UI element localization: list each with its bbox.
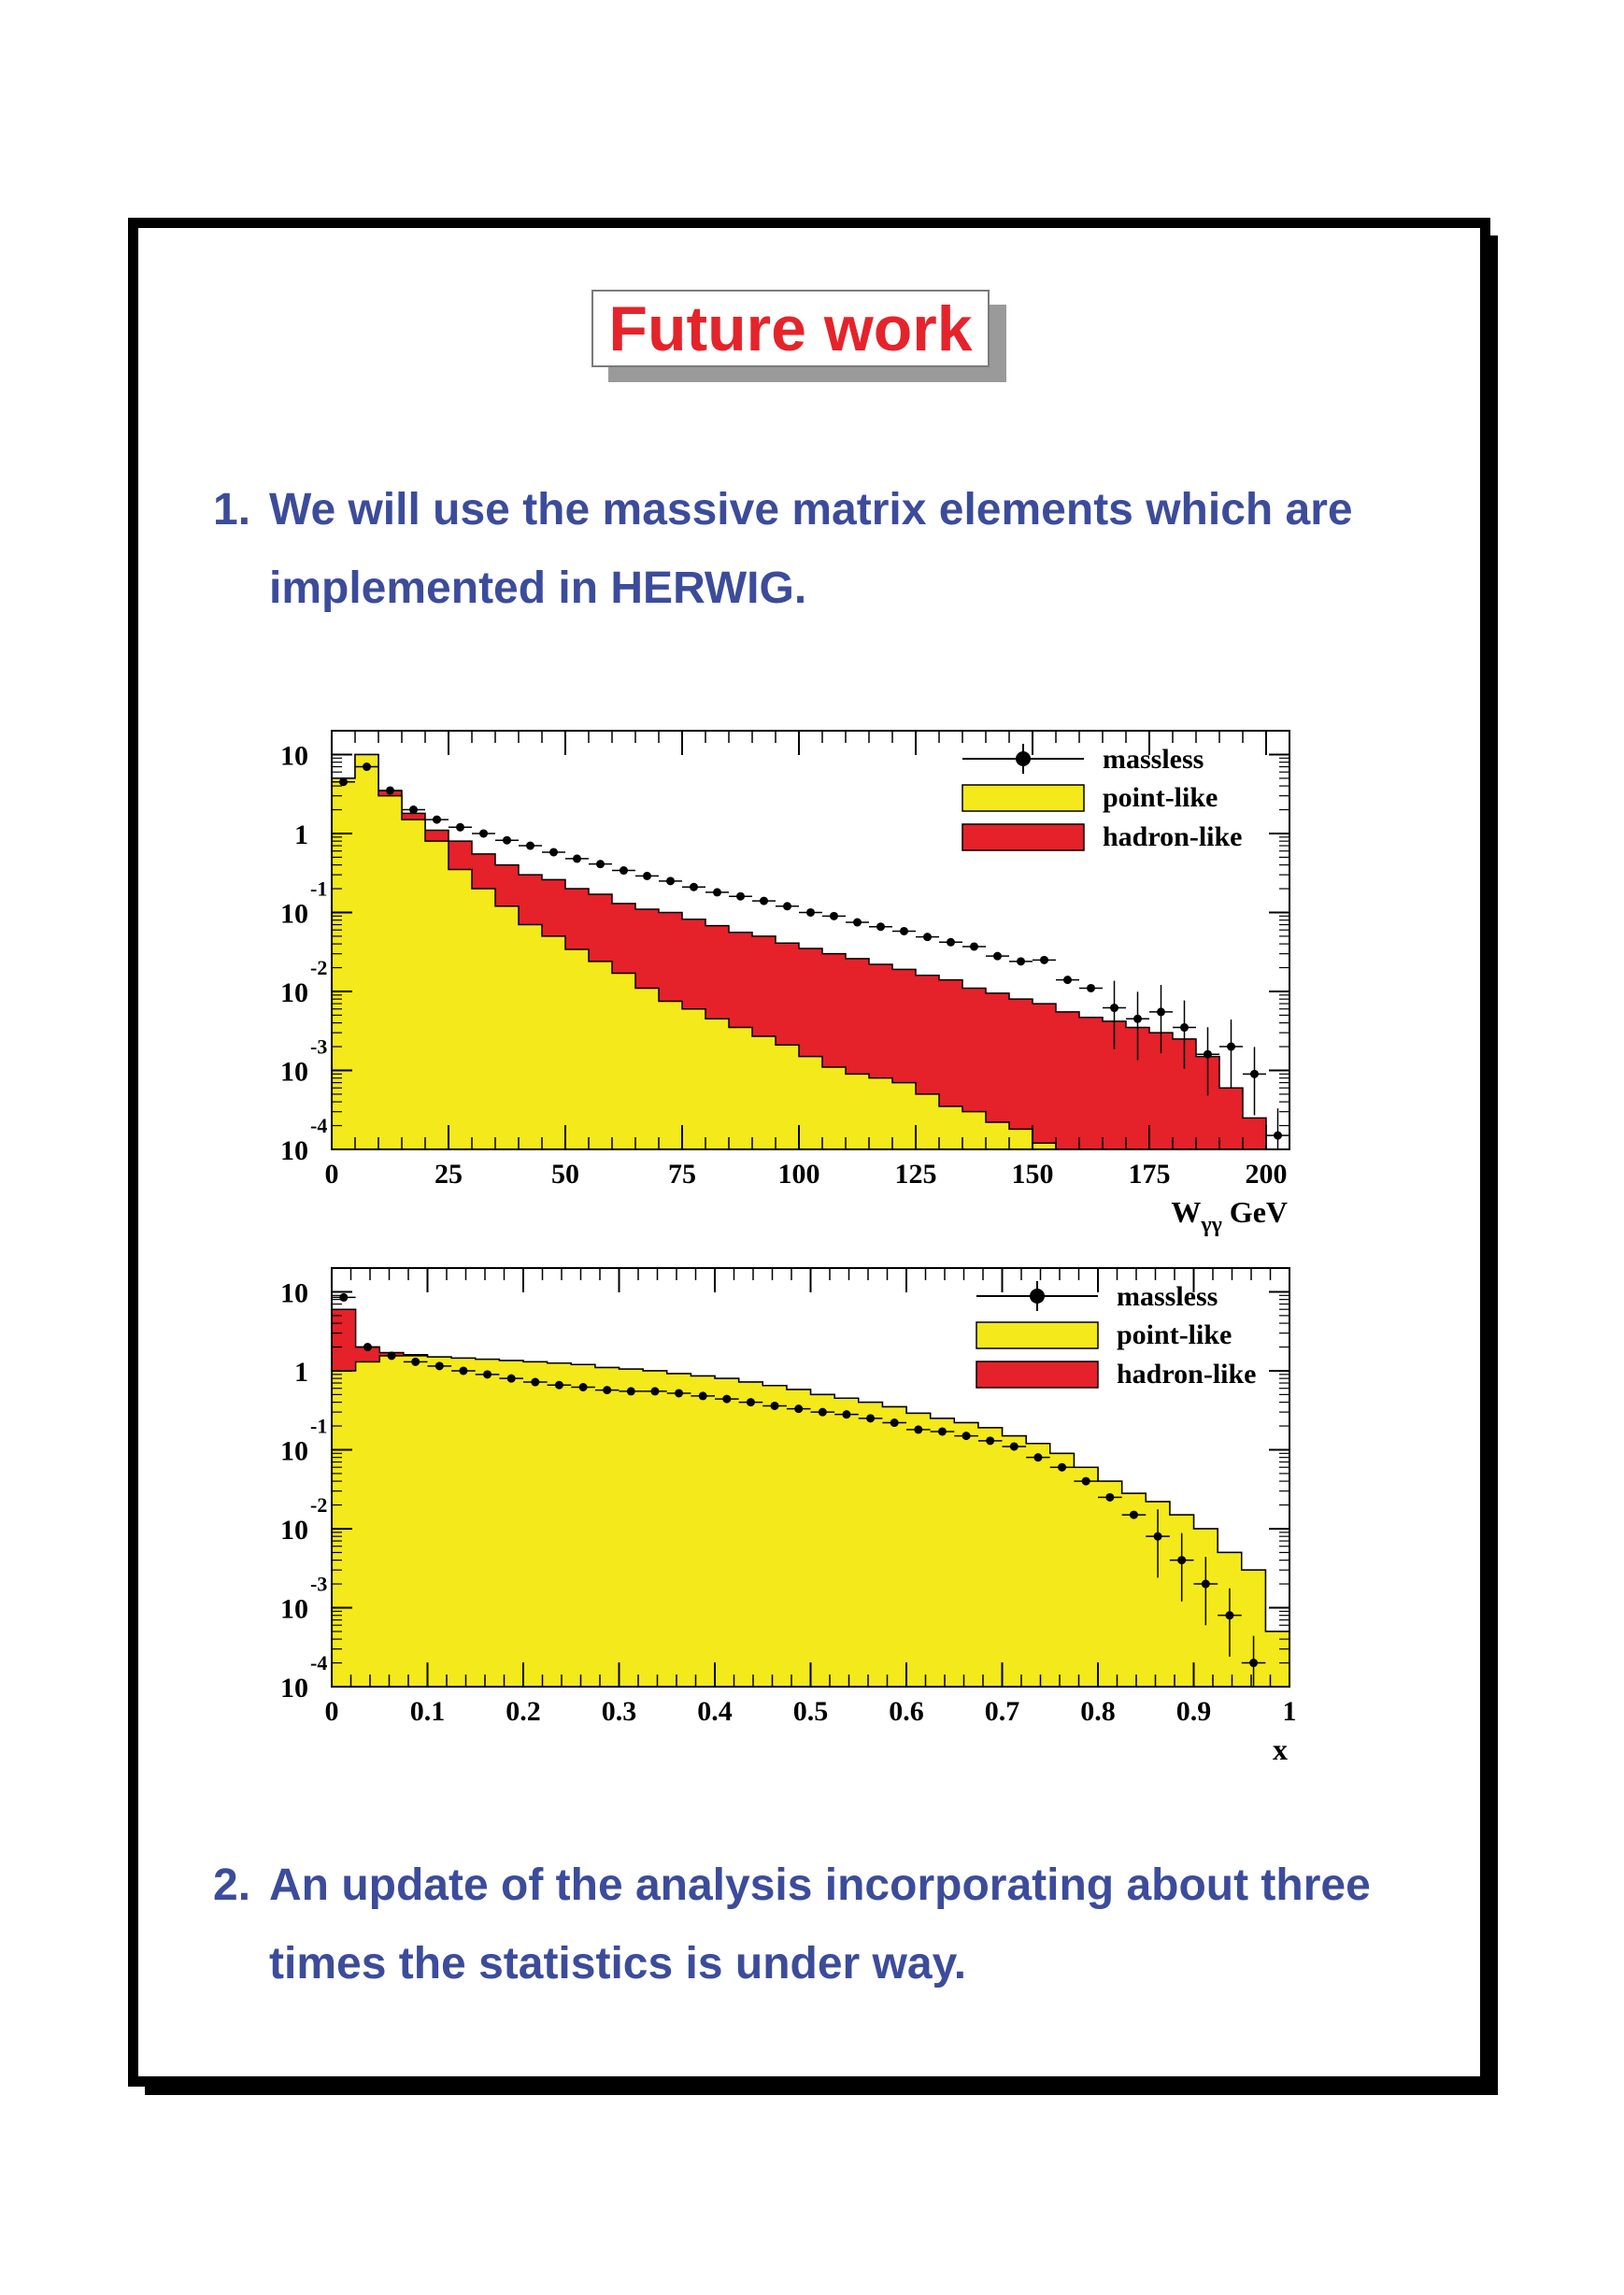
massless-point — [483, 1370, 491, 1378]
chart-w-gamma-gamma — [252, 720, 1318, 1243]
x-tick-label: 150 — [1011, 1159, 1054, 1190]
massless-point — [386, 786, 394, 794]
massless-point — [620, 866, 628, 875]
x-tick-label: 0.9 — [1175, 1696, 1212, 1727]
massless-point — [650, 1387, 659, 1395]
massless-point — [947, 938, 955, 947]
massless-point — [579, 1383, 588, 1391]
massless-point — [1130, 1511, 1138, 1519]
massless-point — [526, 842, 534, 850]
massless-point — [388, 1351, 396, 1360]
x-tick-label: 0.8 — [1080, 1696, 1116, 1727]
item-line-1: An update of the analysis incorporating about three — [269, 1860, 1371, 1910]
chart-x — [252, 1257, 1318, 1771]
x-tick-label: 125 — [894, 1159, 937, 1190]
massless-point — [1017, 957, 1025, 965]
massless-point — [914, 1425, 922, 1433]
massless-point — [666, 877, 675, 885]
massless-point — [853, 919, 862, 927]
legend-label: massless — [1103, 744, 1204, 775]
massless-point — [507, 1375, 516, 1383]
y-tick-label: 10 — [280, 1593, 308, 1625]
y-tick-exponent: -4 — [310, 1651, 328, 1675]
x-tick-label: 75 — [668, 1159, 696, 1190]
title-panel — [591, 290, 990, 367]
massless-point — [962, 1432, 971, 1440]
massless-point — [1033, 1453, 1042, 1461]
legend-label: point-like — [1103, 782, 1218, 813]
massless-point — [549, 848, 558, 856]
massless-point — [1087, 984, 1095, 992]
y-tick-exponent: -4 — [310, 1114, 328, 1137]
legend-label: hadron-like — [1117, 1359, 1257, 1390]
massless-point — [938, 1427, 947, 1435]
item-number: 1. — [213, 485, 251, 535]
legend-hadron-like-swatch — [976, 1361, 1098, 1388]
massless-point — [433, 816, 441, 824]
y-tick-label: 10 — [280, 976, 308, 1008]
legend-label: hadron-like — [1103, 821, 1243, 852]
massless-point — [890, 1418, 899, 1427]
massless-point — [1180, 1023, 1189, 1032]
title-box — [591, 290, 990, 367]
massless-point — [1157, 1007, 1165, 1016]
massless-point — [1082, 1477, 1090, 1486]
massless-point — [722, 1395, 731, 1404]
massless-point — [675, 1389, 683, 1397]
massless-point — [794, 1404, 803, 1413]
legend-label: massless — [1117, 1281, 1218, 1312]
massless-point — [479, 829, 488, 837]
legend — [976, 1281, 1257, 1390]
legend-point-like-swatch — [962, 785, 1084, 811]
massless-point — [970, 942, 978, 950]
histogram-bins — [332, 754, 1289, 1149]
x-tick-label: 0 — [324, 1696, 339, 1727]
x-tick-label: 0.5 — [792, 1696, 829, 1727]
item-line-2: implemented in HERWIG. — [269, 563, 807, 613]
massless-point — [1227, 1043, 1235, 1051]
x-tick-label: 1 — [1282, 1696, 1297, 1727]
legend-point-like-swatch — [976, 1322, 1098, 1348]
massless-point — [1274, 1132, 1282, 1140]
x-axis-label: x — [1273, 1732, 1288, 1766]
massless-point — [866, 1414, 875, 1422]
massless-point — [1058, 1463, 1066, 1472]
massless-point — [1249, 1659, 1258, 1667]
massless-point — [409, 805, 418, 814]
x-tick-label: 0.3 — [601, 1696, 637, 1727]
massless-point — [699, 1391, 707, 1400]
massless-point — [842, 1410, 850, 1418]
massless-point — [435, 1361, 444, 1370]
y-tick-exponent: -2 — [310, 955, 328, 979]
massless-point — [830, 912, 838, 920]
massless-point — [339, 1293, 348, 1302]
x-tick-label: 50 — [551, 1159, 579, 1190]
massless-point — [363, 1343, 372, 1351]
y-tick-exponent: -2 — [310, 1492, 328, 1517]
point-like-histogram — [332, 1356, 1289, 1687]
y-tick-label: 10 — [280, 1435, 308, 1467]
massless-point — [531, 1378, 539, 1387]
massless-point — [1063, 976, 1072, 984]
massless-point — [1040, 956, 1048, 964]
massless-point — [643, 872, 651, 880]
massless-point — [1177, 1556, 1186, 1564]
x-tick-label: 0.2 — [506, 1696, 541, 1727]
massless-point — [900, 927, 908, 935]
legend-hadron-like-swatch — [962, 824, 1084, 850]
y-tick-label: 10 — [280, 1514, 308, 1546]
y-tick-label: 10 — [280, 1277, 308, 1309]
massless-point — [1204, 1050, 1212, 1059]
massless-point — [986, 1436, 994, 1445]
massless-point — [993, 952, 1002, 961]
x-tick-label: 100 — [777, 1159, 820, 1190]
item-line-2: times the statistics is under way. — [269, 1939, 967, 1989]
legend-label: point-like — [1117, 1319, 1232, 1350]
x-tick-label: 175 — [1128, 1159, 1171, 1190]
massless-point — [1110, 1004, 1118, 1012]
massless-point — [1133, 1015, 1142, 1023]
massless-point — [411, 1358, 420, 1366]
massless-point — [819, 1408, 827, 1417]
x-tick-label: 0.4 — [697, 1696, 733, 1727]
y-tick-exponent: -1 — [310, 1414, 328, 1438]
massless-point — [760, 897, 768, 905]
massless-point — [1225, 1611, 1233, 1619]
massless-point — [806, 908, 815, 917]
x-tick-label: 0.7 — [984, 1696, 1020, 1727]
massless-point — [771, 1402, 779, 1410]
x-tick-label: 0 — [324, 1159, 339, 1190]
massless-point — [459, 1366, 467, 1375]
massless-point — [1250, 1070, 1259, 1078]
massless-point — [1202, 1580, 1210, 1589]
massless-point — [1154, 1532, 1162, 1541]
slide-title: Future work — [608, 292, 973, 364]
y-tick-exponent: -3 — [310, 1572, 328, 1596]
legend-massless-marker — [1016, 751, 1031, 766]
y-tick-label: 1 — [294, 1356, 308, 1388]
item-line-1: We will use the massive matrix elements which are — [269, 485, 1353, 535]
massless-point — [783, 902, 791, 910]
massless-point — [503, 836, 511, 845]
massless-point — [573, 854, 581, 862]
legend — [962, 744, 1243, 852]
massless-point — [456, 823, 464, 832]
y-tick-label: 10 — [280, 1056, 308, 1088]
x-tick-label: 25 — [434, 1159, 463, 1190]
legend-massless-marker — [1030, 1289, 1045, 1304]
x-axis-label: $W_{\gamma\gamma}$ GeV — [1171, 1195, 1288, 1237]
massless-point — [596, 860, 605, 868]
item-number: 2. — [213, 1860, 251, 1910]
y-tick-label: 10 — [280, 740, 308, 772]
massless-point — [713, 888, 721, 896]
x-tick-label: 200 — [1245, 1159, 1288, 1190]
y-tick-exponent: -1 — [310, 877, 328, 901]
y-tick-label: 1 — [294, 819, 308, 850]
massless-point — [690, 883, 698, 891]
massless-point — [923, 933, 932, 941]
massless-point — [747, 1398, 755, 1406]
massless-point — [1105, 1493, 1114, 1502]
massless-point — [603, 1386, 611, 1394]
y-tick-label: 10 — [280, 898, 308, 930]
y-tick-label: 10 — [280, 1135, 308, 1166]
massless-point — [363, 763, 371, 771]
massless-point — [876, 922, 885, 931]
massless-point — [736, 892, 745, 901]
massless-point — [1010, 1442, 1019, 1450]
massless-point — [627, 1387, 635, 1395]
y-tick-exponent: -3 — [310, 1034, 328, 1059]
massless-point — [339, 777, 348, 786]
massless-point — [555, 1381, 563, 1390]
y-tick-label: 10 — [280, 1673, 308, 1703]
x-tick-label: 0.1 — [409, 1696, 446, 1727]
x-tick-label: 0.6 — [889, 1696, 924, 1727]
